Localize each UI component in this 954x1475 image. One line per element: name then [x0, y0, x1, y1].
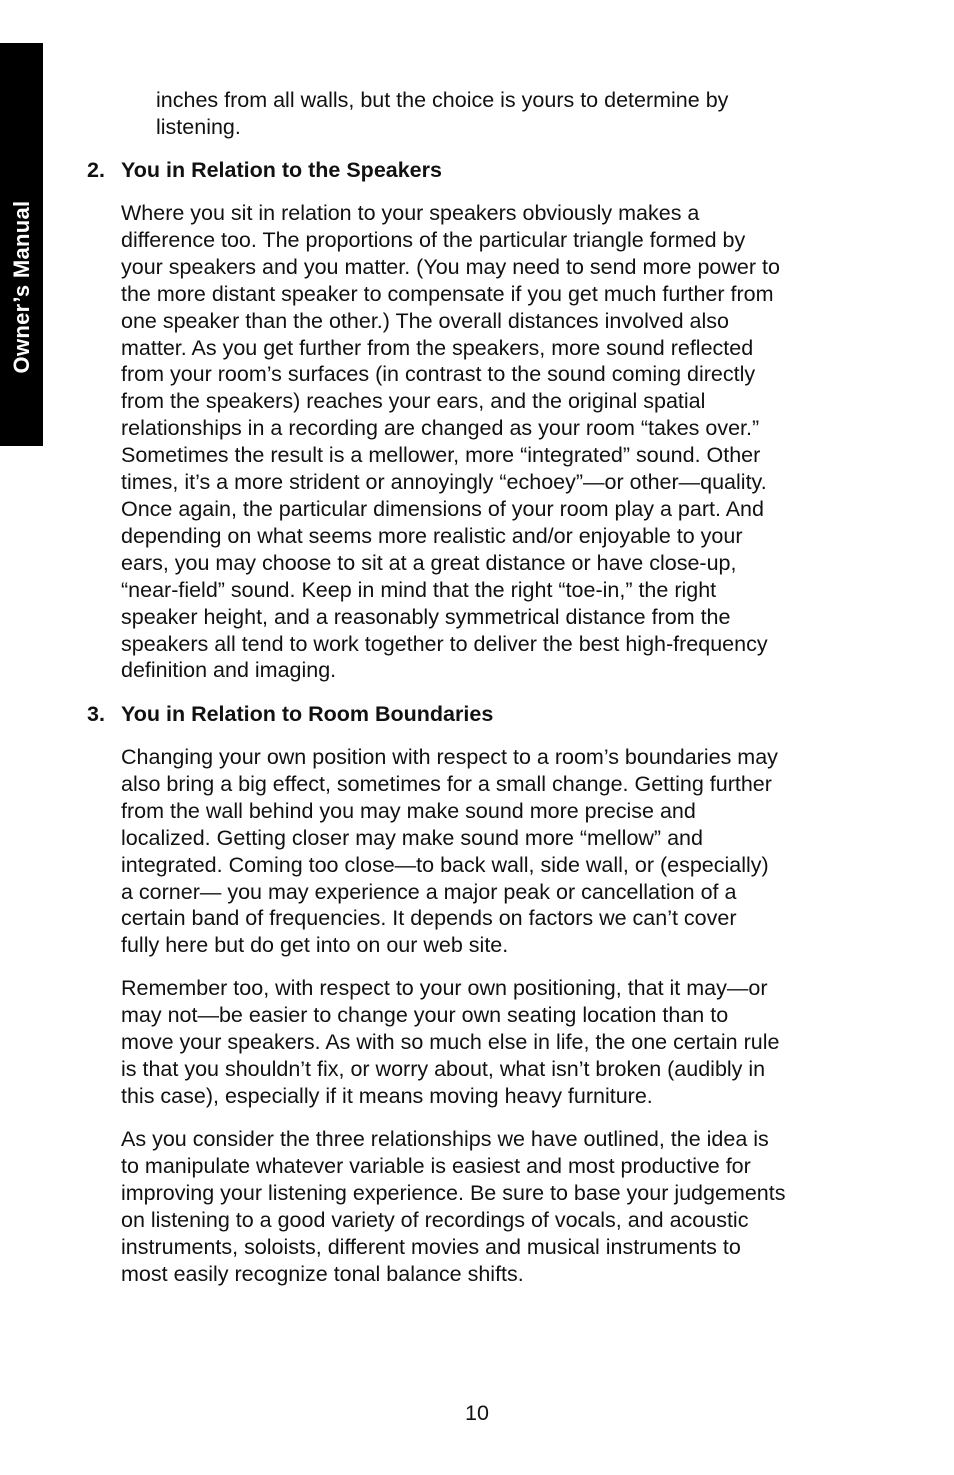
paragraph-line: certain band of frequencies. It depends on factors we can’t cover — [121, 906, 737, 931]
section-3-paragraph-1 — [121, 744, 778, 959]
paragraph-line: speakers all tend to work together to deliver the best high-frequency — [121, 631, 768, 656]
paragraph-line: As you consider the three relationships we have outlined, the idea is — [121, 1127, 769, 1151]
paragraph-line: from the speakers) reaches your ears, and the original spatial — [121, 389, 706, 414]
paragraph-line: ears, you may choose to sit at a great distance or have close-up, — [121, 550, 737, 575]
paragraph-line: “near-field” sound. Keep in mind that the right “toe-in,” the right — [121, 577, 717, 602]
paragraph-line: the more distant speaker to compensate if you get much further from — [121, 281, 774, 306]
paragraph-line: matter. As you get further from the speakers, more sound reflected — [121, 335, 754, 360]
paragraph-line: Once again, the particular dimensions of your room play a part. And — [121, 496, 764, 521]
paragraph-line: definition and imaging. — [121, 658, 337, 683]
section-number: 3. — [87, 702, 105, 726]
paragraph-line: your speakers and you matter. (You may need to send more power to — [121, 254, 780, 279]
section-3-paragraph-3 — [121, 1126, 785, 1287]
section-2-paragraph-1 — [121, 200, 780, 684]
page-number: 10 — [465, 1401, 489, 1425]
paragraph-line: a corner— you may experience a major peak or cancellation of a — [121, 879, 737, 904]
section-number: 2. — [87, 158, 105, 182]
paragraph-line: Remember too, with respect to your own positioning, that it may—or — [121, 976, 768, 1000]
paragraph-line: localized. Getting closer may make sound more “mellow” and — [121, 825, 703, 850]
paragraph-line: this case), especially if it means moving heavy furniture. — [121, 1083, 653, 1108]
paragraph-line: times, it’s a more strident or annoyingly “echoey”—or other—quality. — [121, 470, 767, 495]
section-title: You in Relation to the Speakers — [121, 158, 442, 182]
paragraph-line: improving your listening experience. Be sure to base your judgements — [121, 1180, 786, 1205]
paragraph-line: is that you shouldn’t fix, or worry about, what isn’t broken (audibly in — [121, 1056, 766, 1081]
side-tab-label: Owner’s Manual — [9, 200, 34, 374]
paragraph-line: also bring a big effect, sometimes for a small change. Getting further — [121, 771, 772, 796]
paragraph-line: relationships in a recording are changed as your room “takes over.” — [121, 416, 760, 441]
section-title: You in Relation to Room Boundaries — [121, 702, 494, 726]
paragraph-line: integrated. Coming too close—to back wall, side wall, or (especially) — [121, 852, 769, 877]
paragraph-line: listening. — [156, 114, 241, 139]
section-3-paragraph-2 — [121, 975, 779, 1110]
paragraph-line: move your speakers. As with so much else in life, the one certain rule — [121, 1029, 780, 1054]
paragraph-line: may not—be easier to change your own seating location than to — [121, 1002, 729, 1027]
paragraph-line: Changing your own position with respect to a room’s boundaries may — [121, 745, 778, 769]
paragraph-line: Where you sit in relation to your speakers obviously makes a — [121, 201, 700, 225]
paragraph-line: on listening to a good variety of recordings of vocals, and acoustic — [121, 1207, 749, 1232]
continuation-paragraph — [156, 87, 728, 141]
paragraph-line: to manipulate whatever variable is easiest and most productive for — [121, 1153, 751, 1178]
section-heading-3 — [87, 701, 493, 728]
side-tab — [0, 43, 43, 446]
paragraph-line: most easily recognize tonal balance shifts. — [121, 1261, 524, 1286]
paragraph-line: from your room’s surfaces (in contrast to the sound coming directly — [121, 362, 756, 387]
paragraph-line: Sometimes the result is a mellower, more “integrated” sound. Other — [121, 443, 761, 468]
paragraph-line: one speaker than the other.) The overall distances involved also — [121, 308, 729, 333]
paragraph-line: from the wall behind you may make sound more precise and — [121, 798, 696, 823]
paragraph-line: speaker height, and a reasonably symmetrical distance from the — [121, 604, 731, 629]
paragraph-line: inches from all walls, but the choice is yours to determine by — [156, 88, 729, 112]
paragraph-line: depending on what seems more realistic and/or enjoyable to your — [121, 523, 743, 548]
paragraph-line: instruments, soloists, different movies and musical instruments to — [121, 1234, 741, 1259]
paragraph-line: fully here but do get into on our web site. — [121, 933, 509, 958]
section-heading-2 — [87, 157, 442, 184]
paragraph-line: difference too. The proportions of the particular triangle formed by — [121, 227, 746, 252]
